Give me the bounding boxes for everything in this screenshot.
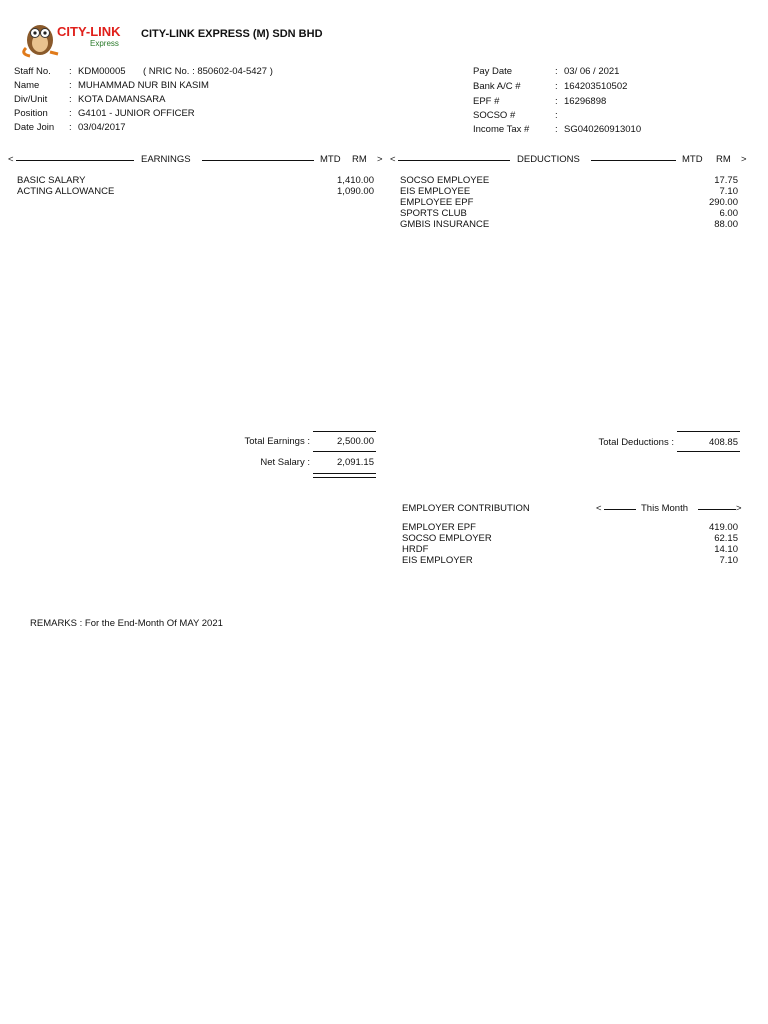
right-arrow-icon: >: [736, 503, 742, 514]
total-rule: [313, 473, 376, 474]
left-arrow-icon: <: [8, 154, 14, 165]
list-item-label: GMBIS INSURANCE: [400, 219, 490, 230]
colon: :: [555, 81, 558, 92]
bank-value: 164203510502: [564, 81, 628, 92]
colon: :: [555, 66, 558, 77]
list-item-amount: 290.00: [708, 197, 738, 208]
list-item-amount: 419.00: [708, 522, 738, 533]
name-label: Name: [14, 80, 40, 91]
deductions-rm: RM: [716, 154, 731, 165]
remarks: REMARKS : For the End-Month Of MAY 2021: [30, 618, 223, 629]
list-item-amount: 17.75: [714, 175, 738, 186]
list-item-label: EIS EMPLOYER: [402, 555, 473, 566]
nric-value: ( NRIC No. : 850602-04-5427 ): [143, 66, 273, 77]
list-item-amount: 62.15: [714, 533, 738, 544]
staff-no-value: KDM00005: [78, 66, 126, 77]
name-value: MUHAMMAD NUR BIN KASIM: [78, 80, 209, 91]
earnings-title: EARNINGS: [141, 154, 191, 165]
left-arrow-icon: <: [390, 154, 396, 165]
staff-no-label: Staff No.: [14, 66, 51, 77]
list-item-amount: 6.00: [719, 208, 738, 219]
logo-subtitle: Express: [90, 39, 119, 48]
list-item-label: EMPLOYEE EPF: [400, 197, 474, 208]
colon: :: [69, 80, 72, 91]
div-label: Div/Unit: [14, 94, 48, 105]
logo-wordmark: CITY-LINK: [57, 24, 121, 39]
colon: :: [555, 110, 558, 121]
total-rule: [677, 431, 740, 432]
right-arrow-icon: >: [377, 154, 383, 165]
list-item-label: HRDF: [402, 544, 429, 555]
list-item-label: ACTING ALLOWANCE: [17, 186, 115, 197]
list-item-amount: 14.10: [714, 544, 738, 555]
list-item-label: EIS EMPLOYEE: [400, 186, 471, 197]
list-item-amount: 7.10: [719, 555, 738, 566]
total-deductions-label: Total Deductions :: [598, 437, 674, 448]
header-rule: [604, 509, 636, 510]
net-salary-label: Net Salary :: [260, 457, 310, 468]
total-deductions-value: 408.85: [708, 437, 738, 448]
total-earnings-value: 2,500.00: [337, 436, 374, 447]
tax-label: Income Tax #: [473, 124, 530, 135]
employer-title: EMPLOYER CONTRIBUTION: [402, 503, 530, 514]
header-rule: [698, 509, 736, 510]
company-name: CITY-LINK EXPRESS (M) SDN BHD: [141, 28, 323, 40]
deductions-title: DEDUCTIONS: [517, 154, 580, 165]
total-rule: [313, 431, 376, 432]
colon: :: [69, 66, 72, 77]
colon: :: [69, 108, 72, 119]
list-item-amount: 1,090.00: [337, 186, 374, 197]
list-item-amount: 1,410.00: [337, 175, 374, 186]
epf-value: 16296898: [564, 96, 607, 107]
total-rule: [313, 451, 376, 452]
net-salary-value: 2,091.15: [337, 457, 374, 468]
total-rule: [677, 451, 740, 452]
earnings-rm: RM: [352, 154, 367, 165]
company-logo: [22, 18, 130, 58]
list-item-label: SOCSO EMPLOYER: [402, 533, 492, 544]
position-value: G4101 - JUNIOR OFFICER: [78, 108, 195, 119]
date-join-value: 03/04/2017: [78, 122, 126, 133]
earnings-mtd: MTD: [320, 154, 341, 165]
employer-period: This Month: [641, 503, 688, 514]
list-item-amount: 88.00: [714, 219, 738, 230]
div-value: KOTA DAMANSARA: [78, 94, 166, 105]
list-item-label: EMPLOYER EPF: [402, 522, 476, 533]
header-rule: [202, 160, 314, 161]
right-arrow-icon: >: [741, 154, 747, 165]
header-rule: [398, 160, 510, 161]
socso-label: SOCSO #: [473, 110, 516, 121]
list-item-label: SOCSO EMPLOYEE: [400, 175, 490, 186]
pay-date-label: Pay Date: [473, 66, 513, 77]
total-earnings-label: Total Earnings :: [244, 436, 310, 447]
pay-date-value: 03/ 06 / 2021: [564, 66, 620, 77]
deductions-mtd: MTD: [682, 154, 703, 165]
colon: :: [69, 122, 72, 133]
position-label: Position: [14, 108, 48, 119]
list-item-label: BASIC SALARY: [17, 175, 86, 186]
colon: :: [555, 124, 558, 135]
total-rule: [313, 477, 376, 478]
tax-value: SG040260913010: [564, 124, 642, 135]
header-rule: [591, 160, 676, 161]
date-join-label: Date Join: [14, 122, 55, 133]
bank-label: Bank A/C #: [473, 81, 521, 92]
left-arrow-icon: <: [596, 503, 602, 514]
colon: :: [69, 94, 72, 105]
epf-label: EPF #: [473, 96, 500, 107]
colon: :: [555, 96, 558, 107]
list-item-label: SPORTS CLUB: [400, 208, 467, 219]
header-rule: [16, 160, 134, 161]
list-item-amount: 7.10: [719, 186, 738, 197]
